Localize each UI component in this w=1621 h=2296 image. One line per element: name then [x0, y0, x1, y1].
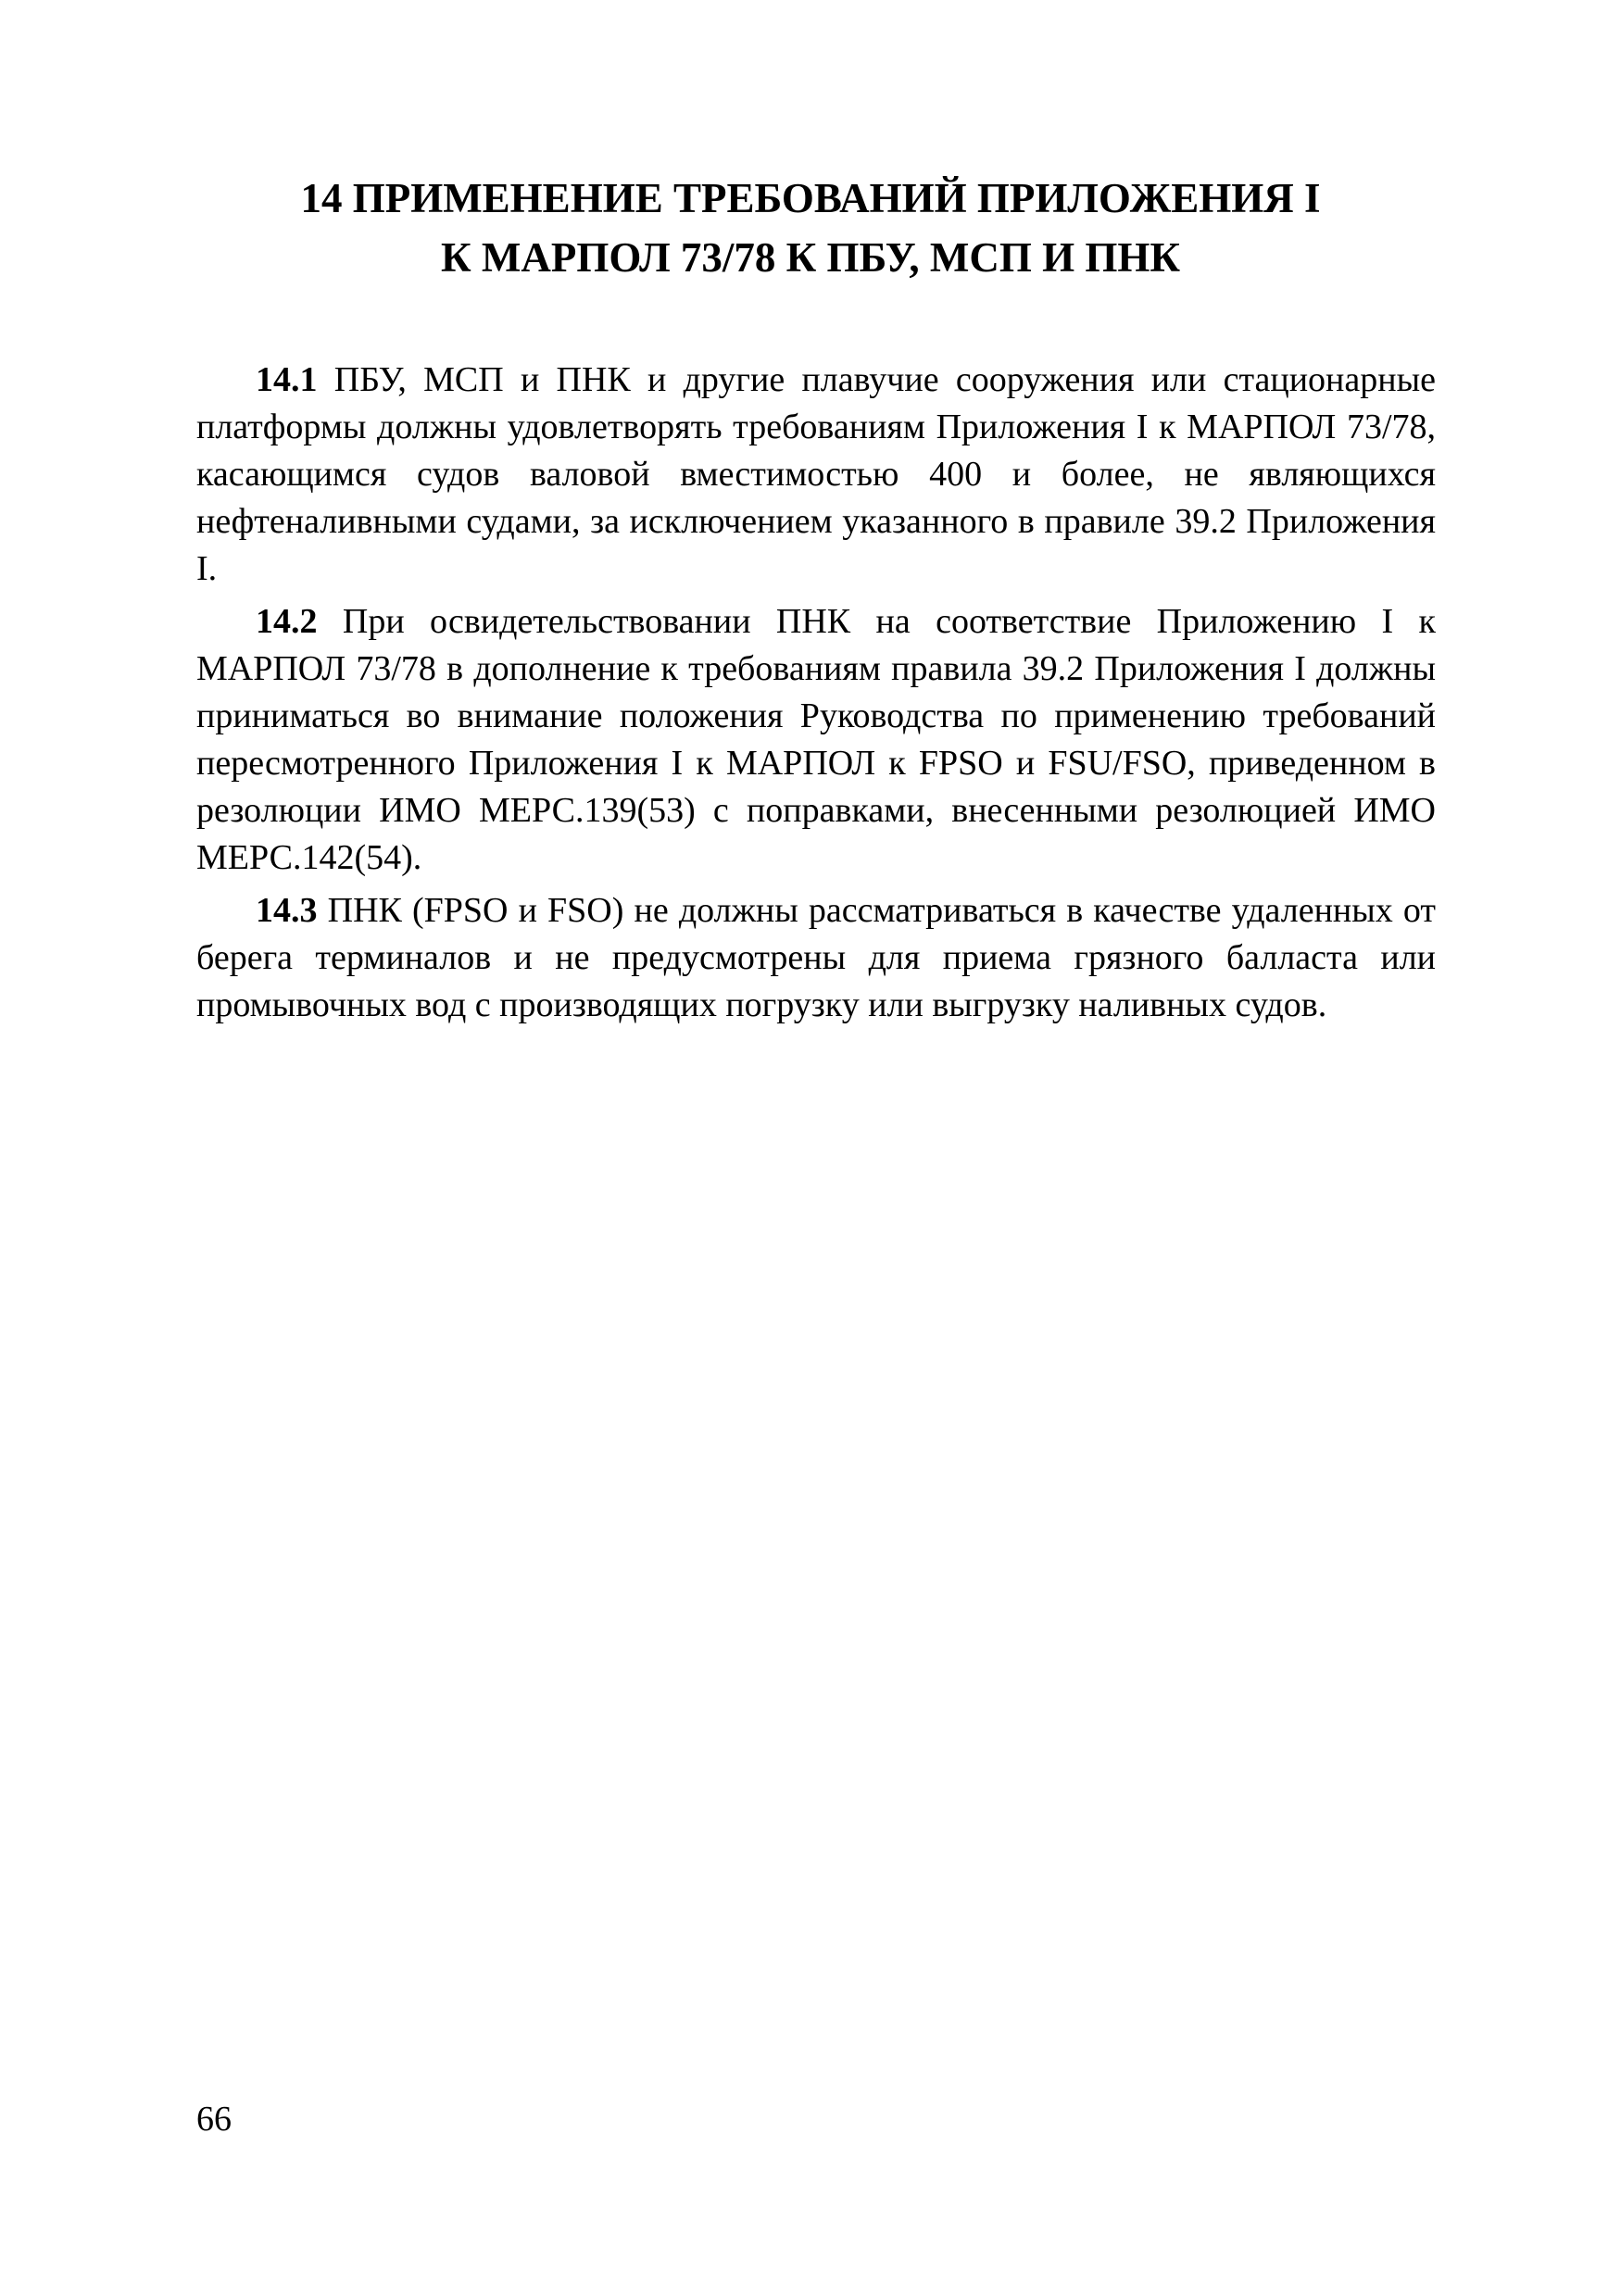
paragraph-14-2 — [196, 598, 1436, 882]
section-title-line-1: 14 ПРИМЕНЕНИЕ ТРЕБОВАНИЙ ПРИЛОЖЕНИЯ I — [300, 175, 1321, 221]
section-title-line-2: К МАРПОЛ 73/78 К ПБУ, МСП И ПНК — [441, 234, 1180, 281]
page-number: 66 — [196, 2100, 232, 2139]
paragraph-14-3 — [196, 887, 1436, 1029]
paragraph-14-1 — [196, 357, 1436, 593]
paragraph-text: При освидетельствовании ПНК на соответствие Приложению I к МАРПОЛ 73/78 в дополнение к требованиям правила 39.2 Приложения I должны приниматься во внимание положения Руководства по применению требований пересмотренного Приложения I к МАРПОЛ к FPSO и FSU/FSO, приведенном в резолюции ИМО МЕРС.139(53) с поправками, внесенными резолюцией ИМО МЕРС.142(54). — [196, 602, 1437, 877]
paragraph-number: 14.3 — [256, 891, 318, 930]
section-body — [196, 357, 1436, 1035]
paragraph-number: 14.2 — [256, 602, 318, 641]
paragraph-text: ПНК (FPSO и FSO) не должны рассматриваться в качестве удаленных от берега терминалов и не предусмотрены для приема грязного балласта или промывочных вод с производящих погрузку или выгрузку наливных судов. — [196, 891, 1437, 1024]
paragraph-number: 14.1 — [256, 360, 318, 399]
paragraph-text: ПБУ, МСП и ПНК и другие плавучие сооружения или стационарные платформы должны удовлетворять требованиям Приложения I к МАРПОЛ 73/78, касающимся судов валовой вместимостью 400 и более, не являющихся нефтеналивными судами, за исключением указанного в правиле 39.2 Приложения I. — [196, 360, 1436, 588]
section-title — [185, 169, 1436, 287]
